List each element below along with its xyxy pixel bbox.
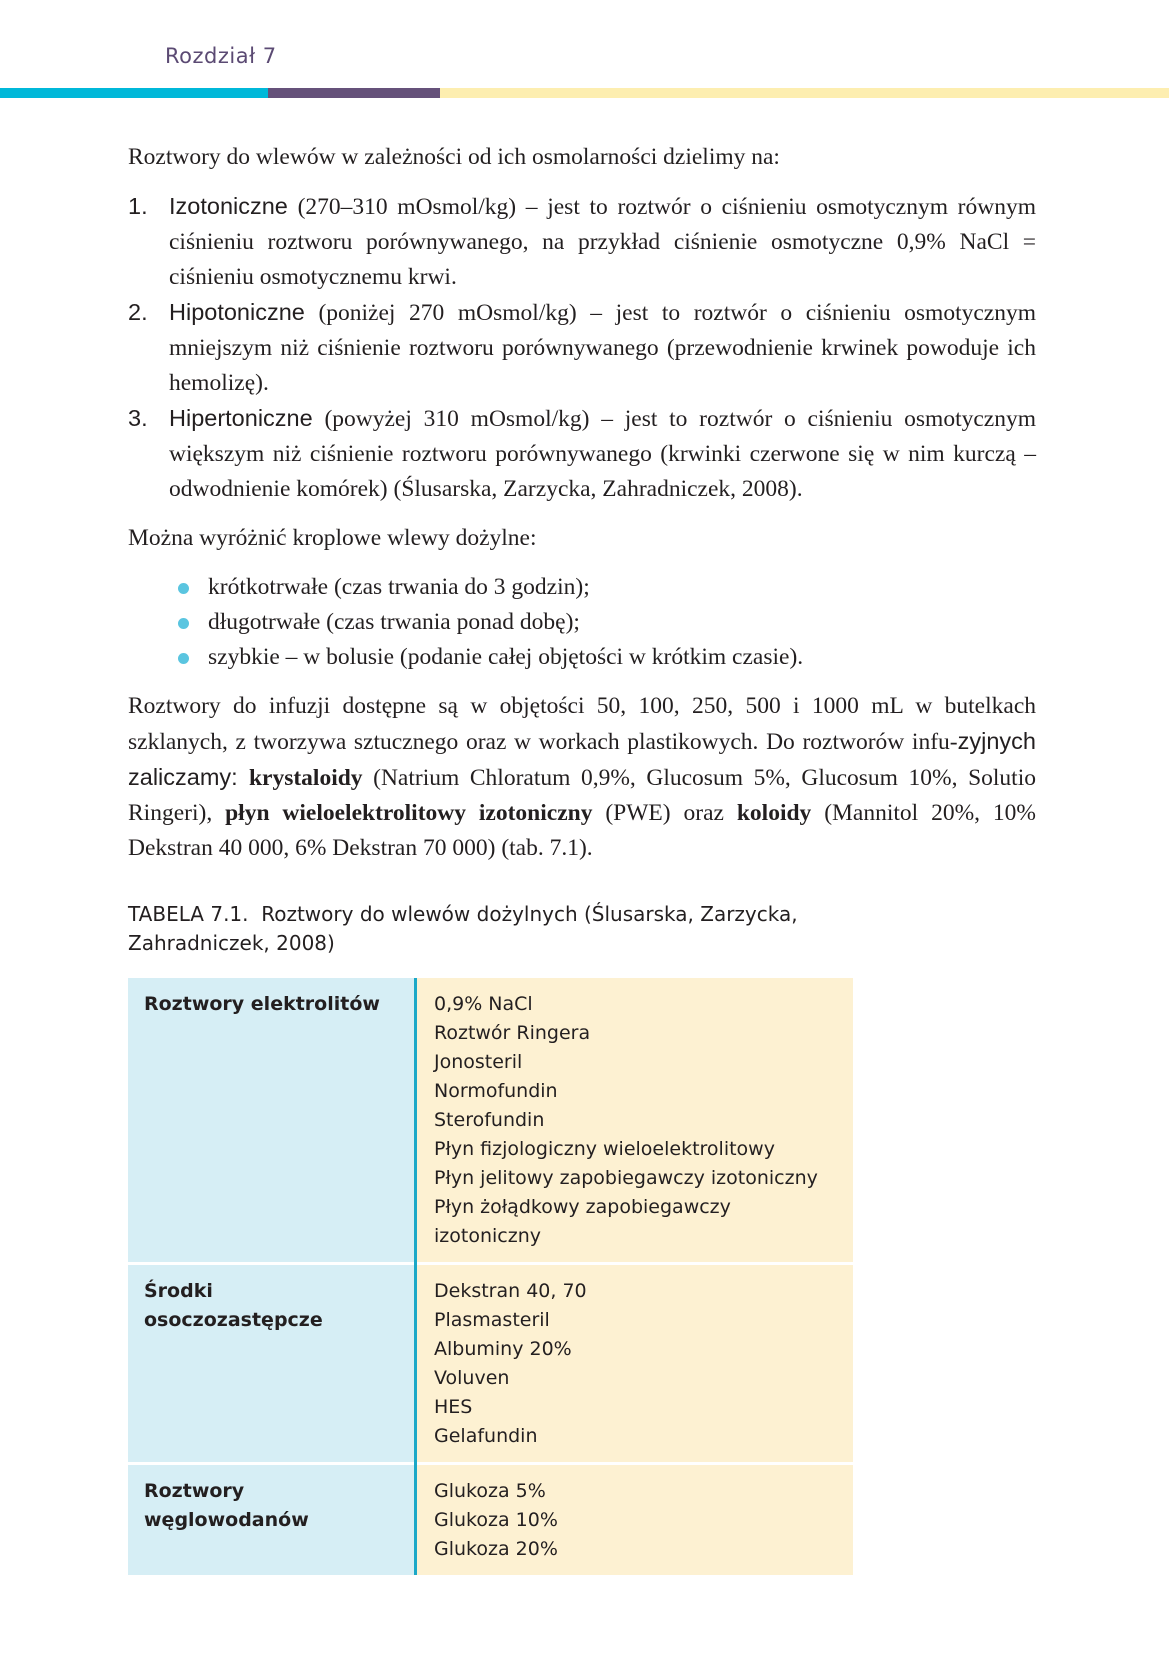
text-run: Roztwory do infuzji dostępne są w objętości 50, 100, 250, 500 i 1000 mL w butelkach szklanych, z tworzywa sztucznego oraz w workach plastikowych. Do roztworów infu	[128, 693, 1036, 755]
header-bar-purple	[268, 88, 440, 98]
item: Plasmasteril	[434, 1309, 550, 1331]
item: Płyn jelitowy zapobiegawczy izotoniczny	[434, 1167, 818, 1189]
table-caption	[128, 900, 848, 958]
drip-intro: Można wyróżnić kroplowe wlewy dożylne:	[128, 525, 537, 551]
list-item	[128, 189, 1036, 295]
category-cell: Roztwory węglowodanów	[128, 1464, 416, 1576]
item: Normofundin	[434, 1080, 558, 1102]
item: Jonosteril	[434, 1051, 523, 1073]
intro-paragraph: Roztwory do wlewów w zależności od ich osmolarności dzielimy na:	[128, 144, 780, 170]
bullet-item	[128, 640, 1036, 675]
item: Płyn żołądkowy zapobiegawczy izotoniczny	[434, 1196, 731, 1247]
item: Albuminy 20%	[434, 1338, 572, 1360]
bullet-text: szybkie – w bolusie (podanie całej objętości w krótkim czasie).	[208, 644, 804, 670]
bullet-icon	[178, 653, 189, 664]
bullet-icon	[178, 583, 189, 594]
header-bar-yellow	[440, 88, 1169, 98]
header-bar-cyan	[0, 88, 268, 98]
table-row	[128, 1464, 853, 1576]
table-row	[128, 978, 853, 1264]
item-term: Hipotoniczne	[169, 299, 305, 325]
item: Sterofundin	[434, 1109, 545, 1131]
item: Glukoza 10%	[434, 1509, 558, 1531]
text-run: zyjnych zaliczamy:	[128, 728, 1036, 790]
list-item	[128, 401, 1036, 507]
item: Glukoza 20%	[434, 1538, 558, 1560]
items-cell	[416, 978, 854, 1264]
bullet-item	[128, 605, 1036, 640]
item: Płyn fizjologiczny wieloelektrolitowy	[434, 1138, 775, 1160]
bullet-icon	[178, 618, 189, 629]
items-cell	[416, 1264, 854, 1464]
items-cell	[416, 1464, 854, 1576]
bold-term: płyn wieloelektrolitowy izotoniczny	[225, 800, 593, 826]
item-term: Izotoniczne	[169, 193, 288, 219]
item: HES	[434, 1396, 473, 1418]
item-number: 3.	[128, 405, 148, 431]
text-run: (PWE) oraz	[592, 800, 737, 826]
text-run: (Natrium Chloratum 0,9%, Glucosum 5%, Glucosum 10%, Solutio Ringeri),	[128, 765, 1036, 826]
bullet-text: długotrwałe (czas trwania ponad dobę);	[208, 609, 580, 635]
category-cell: Roztwory elektrolitów	[128, 978, 416, 1264]
item-text: (270–310 mOsmol/kg) – jest to roztwór o ciśnieniu osmotycznym równym ciśnieniu roztworu porównywanego, na przykład ciśnienie osmotyczne 0,9% NaCl = ciśnieniu osmotycznemu krwi.	[169, 194, 1036, 290]
item: Roztwór Ringera	[434, 1022, 591, 1044]
drip-list	[128, 570, 1036, 675]
solutions-table	[128, 978, 853, 1575]
item: Voluven	[434, 1367, 510, 1389]
text-run: (Mannitol 20%, 10% Dekstran 40 000, 6% Dekstran 70 000) (tab. 7.1).	[128, 800, 1036, 861]
osmolarity-list	[128, 189, 1036, 507]
item-text: (powyżej 310 mOsmol/kg) – jest to roztwór o ciśnieniu osmotycznym większym niż ciśnienie roztworu porównywanego (krwinki czerwone się w nim kurczą – odwodnienie komórek) (Ślusarska, Zarzycka, Zahradniczek, 2008).	[169, 406, 1036, 502]
body-text	[128, 140, 1036, 866]
bullet-item	[128, 570, 1036, 605]
item-number: 2.	[128, 299, 148, 325]
table-title: Roztwory do wlewów dożylnych (Ślusarska, Zarzycka, Zahradniczek, 2008)	[128, 902, 798, 955]
bullet-text: krótkotrwałe (czas trwania do 3 godzin);	[208, 574, 590, 600]
item-number: 1.	[128, 193, 148, 219]
item: Dekstran 40, 70	[434, 1280, 587, 1302]
item-text: (poniżej 270 mOsmol/kg) – jest to roztwór o ciśnieniu osmotycznym mniejszym niż ciśnienie roztworu porównywanego (przewodnienie krwinek powoduje ich hemolizę).	[169, 300, 1036, 396]
item: 0,9% NaCl	[434, 993, 533, 1015]
table-row	[128, 1264, 853, 1464]
category-cell: Środki osoczozastępcze	[128, 1264, 416, 1464]
infusion-paragraph: Roztwory do infuzji dostępne są w objętości 50, 100, 250, 500 i 1000 mL w butelkach szklanych, z tworzywa sztucznego oraz w workach plastikowych. Do roztworów infu-zyjnych zaliczamy: krystaloidy (Natrium Chloratum 0,9%, Glucosum 5%, Glucosum 10%, Solutio Ringeri), płyn wieloelektrolitowy izotoniczny (PWE) oraz koloidy (Mannitol 20%, 10% Dekstran 40 000, 6% Dekstran 70 000) (tab. 7.1).	[128, 693, 1036, 861]
item: Gelafundin	[434, 1425, 538, 1447]
bold-term: koloidy	[736, 800, 812, 826]
item: Glukoza 5%	[434, 1480, 546, 1502]
item-term: Hipertoniczne	[169, 405, 313, 431]
list-item	[128, 295, 1036, 401]
table-label: TABELA 7.1.	[128, 902, 249, 926]
running-head: Rozdział 7	[165, 44, 277, 68]
bold-term: krystaloidy	[248, 765, 363, 791]
